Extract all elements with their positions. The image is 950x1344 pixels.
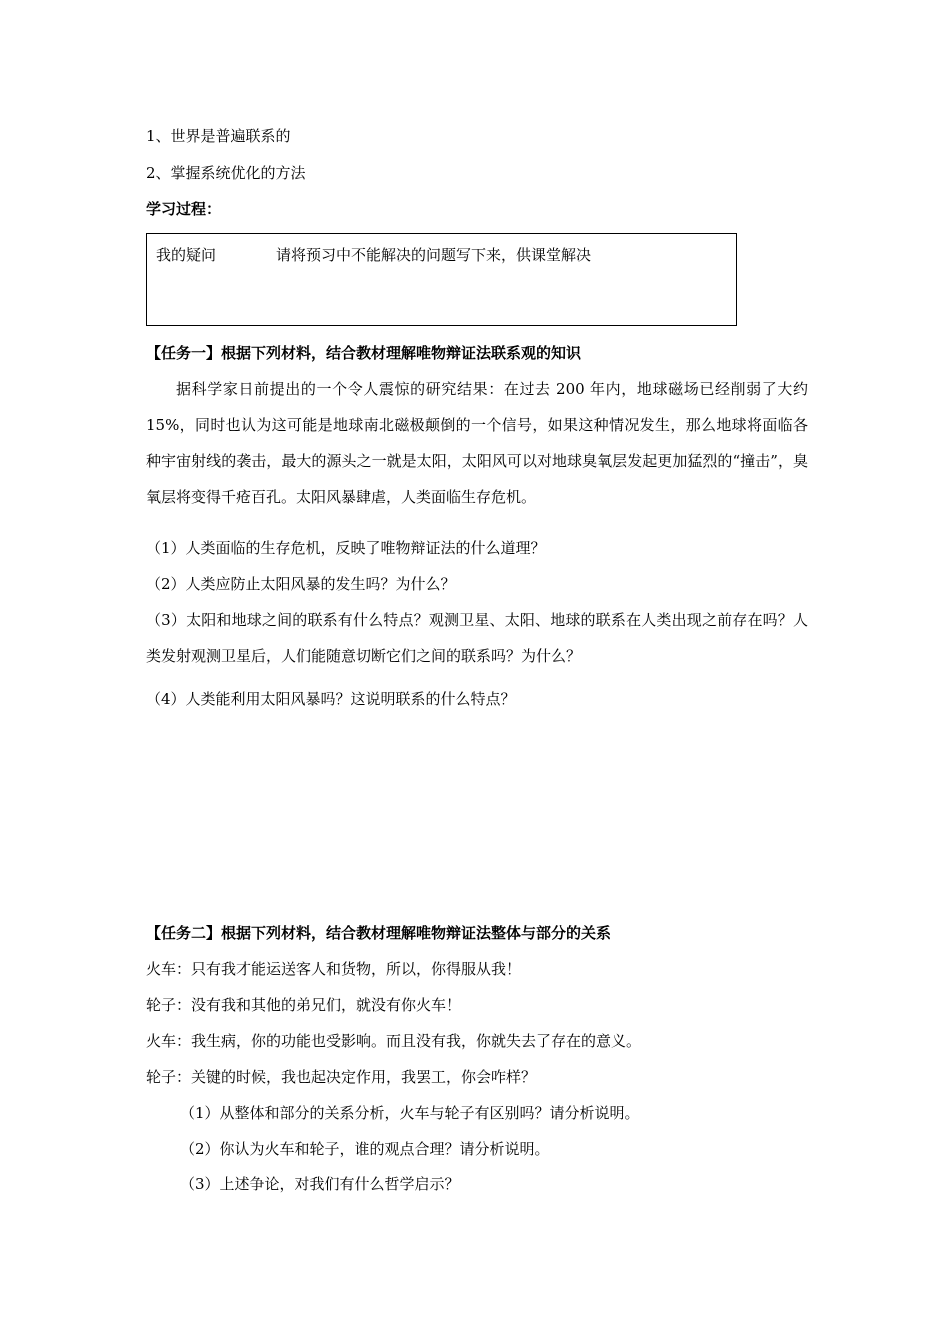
- task1-question-2: （2）人类应防止太阳风暴的发生吗？为什么？: [146, 575, 456, 593]
- dialogue-line: 轮子：关键的时候，我也起决定作用，我罢工，你会咋样？: [146, 1068, 537, 1086]
- dialogue-line: 轮子：没有我和其他的弟兄们，就没有你火车！: [146, 996, 462, 1014]
- dialogue-line: 火车：我生病，你的功能也受影响。而且没有我，你就失去了存在的意义。: [146, 1032, 642, 1050]
- task2-question-2: （2）你认为火车和轮子，谁的观点合理？请分析说明。: [180, 1140, 550, 1158]
- task2-question-1: （1）从整体和部分的关系分析，火车与轮子有区别吗？请分析说明。: [180, 1104, 640, 1122]
- task2-question-3: （3）上述争论，对我们有什么哲学启示？: [180, 1175, 460, 1193]
- question-box[interactable]: [146, 233, 737, 326]
- process-heading: 学习过程：: [146, 200, 222, 218]
- objective-2: 2、掌握系统优化的方法: [146, 164, 306, 182]
- task1-heading: 【任务一】根据下列材料，结合教材理解唯物辩证法联系观的知识: [146, 344, 582, 362]
- question-box-label: 我的疑问: [156, 246, 217, 264]
- task1-question-1: （1）人类面临的生存危机，反映了唯物辩证法的什么道理？: [146, 539, 546, 557]
- task1-question-4: （4）人类能利用太阳风暴吗？这说明联系的什么特点？: [146, 690, 516, 708]
- dialogue-line: 火车：只有我才能运送客人和货物，所以，你得服从我！: [146, 960, 522, 978]
- objective-1: 1、世界是普遍联系的: [146, 127, 291, 145]
- task1-question-3: （3）太阳和地球之间的联系有什么特点？观测卫星、太阳、地球的联系在人类出现之前存在吗？人类发射观测卫星后，人们能随意切断它们之间的联系吗？为什么？: [146, 611, 808, 665]
- task1-material: 据科学家日前提出的一个令人震惊的研究结果：在过去 200 年内，地球磁场已经削弱了大约 15%，同时也认为这可能是地球南北磁极颠倒的一个信号，如果这种情况发生，那么地球将面临各种宇宙射线的袭击，最大的源头之一就是太阳，太阳风可以对地球臭氧层发起更加猛烈的“撞击”，臭氧层将变得千疮百孔。太阳风暴肆虐，人类面临生存危机。: [146, 380, 808, 506]
- question-box-hint: 请将预习中不能解决的问题写下来，供课堂解决: [276, 246, 592, 264]
- task2-heading: 【任务二】根据下列材料，结合教材理解唯物辩证法整体与部分的关系: [146, 924, 612, 942]
